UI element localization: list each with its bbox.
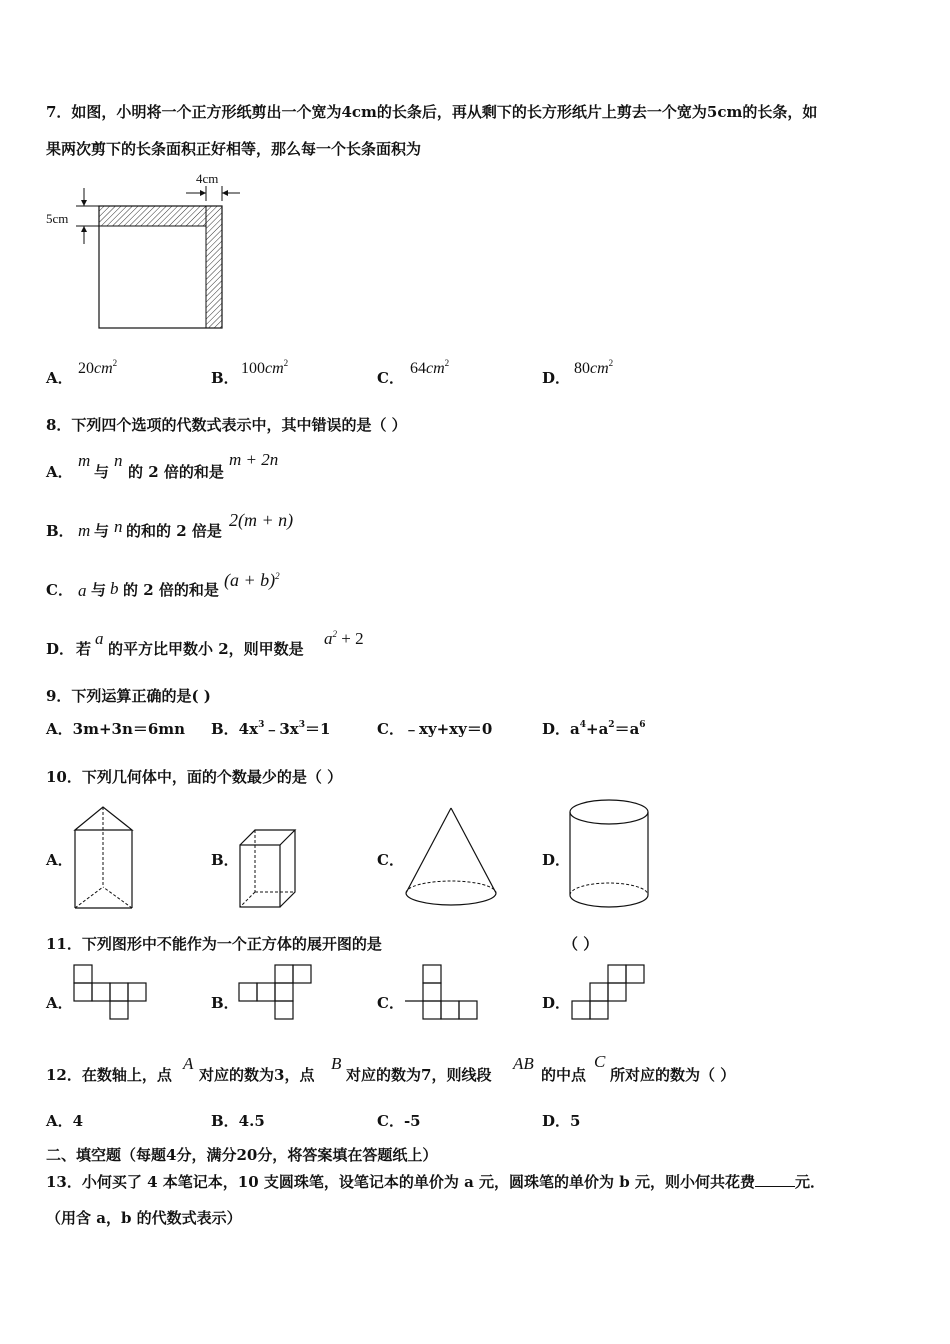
q10-option-b-letter[interactable]: B． bbox=[211, 851, 239, 869]
q11-option-d-letter[interactable]: D． bbox=[542, 994, 571, 1012]
option-letter: A． bbox=[46, 369, 73, 387]
var-m: m bbox=[78, 451, 91, 470]
net-b-figure bbox=[237, 963, 317, 1023]
q9-stem: 9．下列运算正确的是( ) bbox=[46, 687, 211, 705]
option-value: $20cm^2$ bbox=[78, 358, 118, 377]
text: 与 bbox=[94, 463, 110, 481]
q7-square-figure bbox=[40, 168, 240, 333]
text: 的 2 倍的和是 bbox=[128, 463, 224, 481]
answer-blank[interactable] bbox=[755, 1174, 795, 1187]
q9-option-b[interactable]: B．$4x^3﹣3x^3=1$ bbox=[211, 720, 331, 738]
cone-figure bbox=[403, 805, 503, 910]
q12-option-a[interactable]: A．4 bbox=[46, 1112, 84, 1130]
q12-option-d[interactable]: D．5 bbox=[542, 1112, 581, 1130]
expression: $(a + b)^2$ bbox=[224, 570, 280, 590]
text: 元． bbox=[794, 1173, 825, 1191]
label-4cm: 4cm bbox=[196, 171, 219, 186]
q12-option-c[interactable]: C．-5 bbox=[377, 1112, 421, 1130]
text: 与 bbox=[91, 581, 107, 599]
q9-option-a[interactable]: A．3m+3n＝6mn bbox=[46, 720, 186, 738]
option-letter: C． bbox=[46, 581, 73, 599]
option-letter: B． bbox=[46, 522, 74, 540]
expression: 2(m + n) bbox=[229, 510, 294, 530]
var-n: n bbox=[114, 451, 123, 470]
q10-option-c-letter[interactable]: C． bbox=[377, 851, 404, 869]
hatched-strip-right bbox=[206, 206, 222, 328]
var-b: b bbox=[110, 579, 119, 598]
net-a-figure bbox=[72, 963, 152, 1023]
text: 13．小何买了 4 本笔记本，10 支圆珠笔，设笔记本的单价为 a 元，圆珠笔的单价为 b 元，则小何共花费 bbox=[46, 1173, 755, 1191]
var-a: a bbox=[95, 629, 104, 648]
option-letter: D． bbox=[46, 640, 75, 658]
expression: m + 2n bbox=[229, 450, 279, 469]
q10-stem: 10．下列几何体中，面的个数最少的是（ ） bbox=[46, 768, 343, 786]
q11-option-a-letter[interactable]: A． bbox=[46, 994, 73, 1012]
text: 的和的 2 倍是 bbox=[126, 522, 222, 540]
expression: $a^2 + 2$ bbox=[324, 629, 364, 648]
q9-option-c[interactable]: C．﹣xy+xy＝0 bbox=[377, 720, 493, 738]
var-n: n bbox=[114, 517, 123, 536]
cuboid-figure bbox=[235, 825, 305, 915]
text: 对应的数为3，点 bbox=[199, 1066, 315, 1084]
net-d-figure bbox=[570, 963, 650, 1023]
q11-option-c-letter[interactable]: C． bbox=[377, 994, 404, 1012]
text: 的 2 倍的和是 bbox=[123, 581, 219, 599]
text: 若 bbox=[76, 640, 92, 658]
q13-line2: （用含 a，b 的代数式表示） bbox=[46, 1209, 242, 1227]
q10-option-a-letter[interactable]: A． bbox=[46, 851, 73, 869]
option-letter: A． bbox=[46, 463, 73, 481]
text: 与 bbox=[94, 522, 110, 540]
q11-answer-paren: （ ） bbox=[563, 935, 599, 953]
option-letter: C． bbox=[377, 369, 404, 387]
text: 的中点 bbox=[541, 1066, 587, 1084]
option-letter: D． bbox=[542, 369, 571, 387]
cylinder-figure bbox=[566, 797, 656, 912]
q13-line1 bbox=[46, 1174, 825, 1190]
option-value: $100cm^2$ bbox=[241, 358, 289, 377]
option-value: $64cm^2$ bbox=[410, 358, 450, 377]
section-heading: 二、填空题（每题4分，满分20分，将答案填在答题纸上） bbox=[46, 1146, 438, 1164]
option-value: $80cm^2$ bbox=[574, 358, 614, 377]
q9-option-d[interactable]: D．$a^4+a^2=a^6$ bbox=[542, 720, 646, 738]
option-letter: B． bbox=[211, 369, 239, 387]
q10-option-d-letter[interactable]: D． bbox=[542, 851, 571, 869]
hatched-strip-top bbox=[99, 206, 206, 226]
q12-option-b[interactable]: B．4.5 bbox=[211, 1112, 265, 1130]
text: 所对应的数为（ ） bbox=[610, 1066, 736, 1084]
q11-stem: 11．下列图形中不能作为一个正方体的展开图的是 bbox=[46, 935, 382, 953]
q8-stem: 8．下列四个选项的代数式表示中，其中错误的是（ ） bbox=[46, 416, 407, 434]
segment-ab: AB bbox=[513, 1054, 534, 1073]
point-a: A bbox=[183, 1054, 194, 1073]
triangular-prism-figure bbox=[70, 805, 140, 915]
point-b: B bbox=[331, 1054, 342, 1073]
label-5cm: 5cm bbox=[46, 211, 69, 226]
text: 对应的数为7，则线段 bbox=[346, 1066, 492, 1084]
q11-option-b-letter[interactable]: B． bbox=[211, 994, 239, 1012]
text: 的平方比甲数小 2，则甲数是 bbox=[108, 640, 304, 658]
q7-line2: 果两次剪下的长条面积正好相等，那么每一个长条面积为 bbox=[46, 140, 422, 158]
point-c: C bbox=[594, 1052, 606, 1071]
text: 12．在数轴上，点 bbox=[46, 1066, 172, 1084]
q7-line1: 7．如图，小明将一个正方形纸剪出一个宽为4cm的长条后，再从剩下的长方形纸片上剪去一个宽为5cm的长条，如 bbox=[46, 103, 818, 121]
net-c-figure bbox=[403, 963, 483, 1023]
var-m: m bbox=[78, 521, 91, 540]
var-a: a bbox=[78, 581, 87, 600]
